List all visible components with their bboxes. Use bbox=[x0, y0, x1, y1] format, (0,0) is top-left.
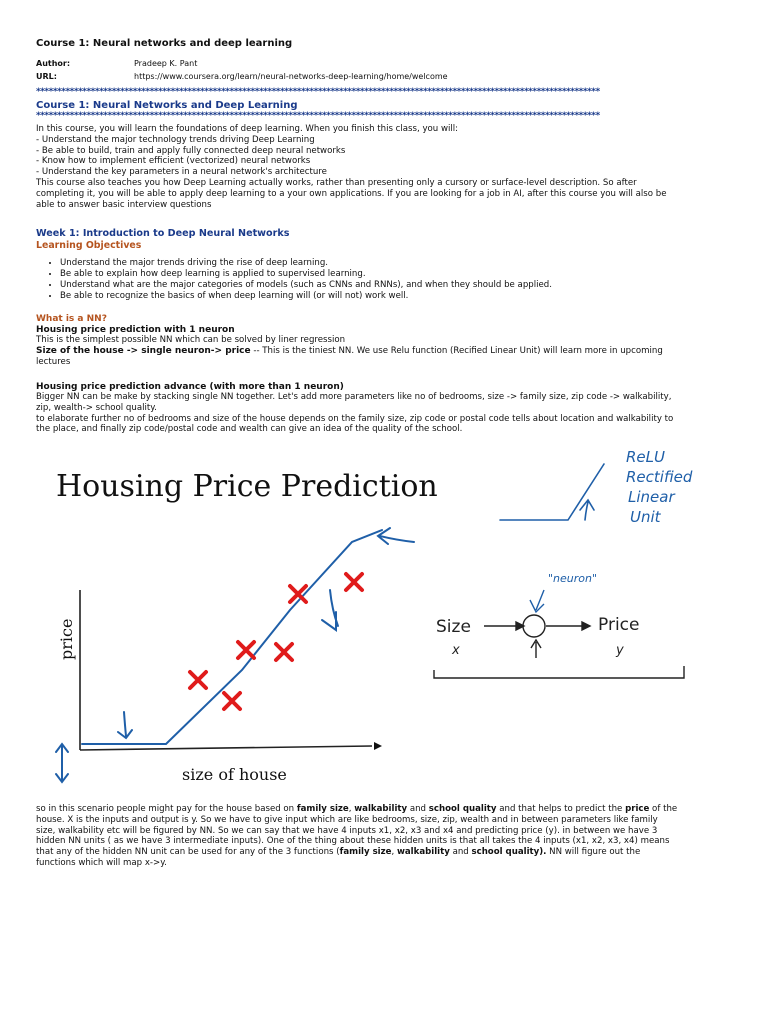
intro-line: completing it, you will be able to apply deep learning to a your own applications. If you are looking for a job in AI, after this course you will also be bbox=[36, 188, 667, 199]
course-heading: Course 1: Neural Networks and Deep Learning bbox=[36, 100, 298, 111]
closing-line: hidden NN units ( as we have 3 intermediate inputs). One of the thing about these hidden units is that all takes the 4 inputs (x1, x2, x3, x4) means bbox=[36, 836, 670, 847]
data-marker bbox=[190, 672, 206, 688]
week-heading: Week 1: Introduction to Deep Neural Networks bbox=[36, 228, 290, 239]
url-label: URL: bbox=[36, 72, 57, 81]
url-value: https://www.coursera.org/learn/neural-networks-deep-learning/home/welcome bbox=[134, 72, 448, 81]
intro-line: - Know how to implement efficient (vectorized) neural networks bbox=[36, 156, 311, 167]
list-item: • Be able to explain how deep learning is applied to supervised learning. bbox=[60, 269, 752, 280]
end-arrow bbox=[378, 528, 414, 544]
relu-note-line: Unit bbox=[630, 508, 661, 526]
intro-line: - Understand the major technology trends driving Deep Learning bbox=[36, 134, 315, 145]
section-1-line: lectures bbox=[36, 356, 71, 367]
closing-text: so in this scenario people might pay for the house based on bbox=[36, 804, 297, 814]
closing-line: size, walkability etc will be figured by NN. So we can say that we have 4 inputs x1, x2, x3 and x4 and predicting price (y). in between we have 3 bbox=[36, 825, 658, 836]
closing-bold: price bbox=[625, 804, 650, 814]
section-1-line bbox=[36, 346, 752, 357]
output-arrowhead bbox=[582, 622, 590, 630]
closing-text: and that helps to predict the bbox=[496, 804, 626, 814]
closing-bold: walkability bbox=[396, 847, 450, 858]
data-markers bbox=[190, 574, 362, 709]
data-marker bbox=[346, 574, 362, 590]
closing-text: , bbox=[348, 804, 355, 814]
section-2-line: to elaborate further no of bedrooms and size of the house depends on the family size, zip code or postal code tells about location and walkability to bbox=[36, 413, 674, 424]
star-divider-bottom: ************************************************************************************************************************************** bbox=[36, 111, 600, 121]
relu-curve bbox=[500, 464, 604, 520]
what-is-nn-heading: What is a NN? bbox=[36, 314, 107, 324]
section-2 bbox=[36, 382, 752, 435]
metadata-table bbox=[36, 57, 448, 83]
closing-bold: school quality). bbox=[471, 847, 547, 858]
closing-bold: school quality bbox=[428, 804, 497, 814]
neuron-flow bbox=[434, 615, 684, 678]
list-item: • Understand the major trends driving the rise of deep learning. bbox=[60, 258, 752, 269]
intro-line: able to answer basic interview questions bbox=[36, 199, 212, 210]
slope-arrow bbox=[322, 590, 338, 630]
y-axis-label: price bbox=[57, 618, 76, 660]
section-2-heading: Housing price prediction advance (with more than 1 neuron) bbox=[36, 382, 344, 392]
closing-text: that any of the hidden NN unit can be used for any of the 3 functions ( bbox=[36, 847, 340, 858]
author-row bbox=[36, 57, 448, 70]
objectives-heading: Learning Objectives bbox=[36, 240, 142, 251]
figure-canvas bbox=[32, 450, 736, 800]
x-axis-arrowhead bbox=[374, 742, 382, 750]
closing-bold: walkability bbox=[354, 804, 408, 814]
intro-paragraph bbox=[36, 124, 752, 210]
closing-line bbox=[36, 804, 752, 815]
intro-line: - Be able to build, train and apply fully connected deep neural networks bbox=[36, 145, 346, 156]
relu-note-line: Rectified bbox=[626, 468, 693, 486]
intro-line: This course also teaches you how Deep Learning actually works, rather than presenting only a cursory or surface-level description. So after bbox=[36, 177, 637, 188]
closing-text: NN will figure out the bbox=[546, 847, 641, 858]
closing-paragraph bbox=[36, 804, 752, 869]
section-1-line: This is the simplest possible NN which can be solved by liner regression bbox=[36, 335, 346, 345]
flat-part-arrow bbox=[118, 712, 132, 738]
objectives-list bbox=[36, 258, 752, 302]
closing-bold: family size bbox=[339, 847, 392, 858]
list-item: • Understand what are the major categories of models (such as CNNs and RNNs), and when they should be applied. bbox=[60, 280, 752, 291]
document-title: Course 1: Neural networks and deep learning bbox=[36, 38, 293, 49]
closing-text: and bbox=[449, 847, 472, 858]
intro-line: In this course, you will learn the foundations of deep learning. When you finish this class, you will: bbox=[36, 124, 459, 134]
relu-note-line: ReLU bbox=[626, 450, 665, 466]
intro-line: - Understand the key parameters in a neural network's architecture bbox=[36, 167, 327, 178]
section-1-heading: Housing price prediction with 1 neuron bbox=[36, 325, 235, 335]
section-1-rest: -- This is the tiniest NN. We use Relu function (Recified Linear Unit) will learn more in upcoming bbox=[250, 345, 663, 356]
y-offset-arrow bbox=[56, 744, 68, 782]
neuron-pointer-arrow bbox=[530, 590, 544, 612]
housing-price-figure bbox=[32, 450, 736, 800]
section-2-line: the place, and finally zip code/postal code and wealth can give an idea of the quality of the school. bbox=[36, 424, 463, 435]
neuron-circle bbox=[523, 615, 545, 637]
x-axis-line bbox=[80, 746, 372, 750]
url-row bbox=[36, 70, 448, 83]
neuron-up-arrow bbox=[531, 640, 541, 658]
closing-text: , bbox=[391, 847, 397, 858]
neuron-label: "neuron" bbox=[548, 572, 598, 585]
x-axis-label: size of house bbox=[182, 765, 287, 784]
section-1-bold: Size of the house -> single neuron-> price bbox=[36, 345, 251, 356]
section-2-line: Bigger NN can be make by stacking single NN together. Let's add more parameters like no of bedrooms, size -> family size, zip code -> walkability, bbox=[36, 392, 672, 402]
closing-line bbox=[36, 847, 752, 858]
author-label: Author: bbox=[36, 59, 71, 68]
figure-title: Housing Price Prediction bbox=[56, 469, 438, 504]
data-marker bbox=[276, 644, 292, 660]
fit-line-group bbox=[56, 528, 414, 782]
relu-sketch bbox=[500, 464, 604, 520]
fit-line bbox=[82, 530, 382, 744]
input-label: Size bbox=[436, 617, 471, 637]
closing-bold: family size bbox=[296, 804, 349, 814]
section-2-line: zip, wealth-> school quality. bbox=[36, 402, 157, 413]
diagram-bracket bbox=[434, 666, 684, 678]
relu-note bbox=[626, 450, 693, 526]
section-1 bbox=[36, 325, 752, 367]
author-value: Pradeep K. Pant bbox=[134, 59, 198, 68]
star-divider-top: ************************************************************************************************************************************** bbox=[36, 87, 600, 97]
output-variable: y bbox=[616, 643, 624, 658]
relu-note-line: Linear bbox=[628, 488, 675, 506]
closing-line: functions which will map x->y. bbox=[36, 857, 167, 868]
input-variable: x bbox=[452, 643, 460, 658]
relu-kink-arrow bbox=[580, 500, 594, 520]
closing-text: and bbox=[407, 804, 429, 814]
list-item: • Be able to recognize the basics of when deep learning will (or will not) work well. bbox=[60, 291, 752, 302]
data-marker bbox=[238, 642, 254, 658]
data-marker bbox=[224, 693, 240, 709]
output-label: Price bbox=[598, 615, 640, 635]
objectives-list-wrap bbox=[36, 258, 752, 302]
closing-line: house. X is the inputs and output is y. So we have to give input which are like bedrooms, size, zip, wealth and in between parameters like family bbox=[36, 814, 658, 825]
closing-text: of the bbox=[649, 804, 678, 814]
